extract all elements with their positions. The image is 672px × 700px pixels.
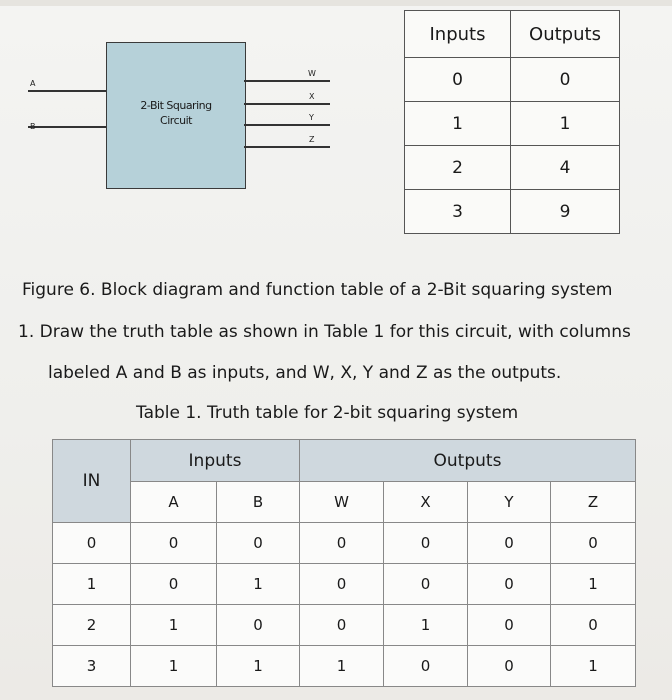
truth-table-col-x: X [384, 482, 468, 523]
output-wire-x [244, 103, 330, 105]
truth-table-col-a: A [131, 482, 217, 523]
truth-table-cell: 1 [131, 646, 217, 687]
function-table-cell: 0 [405, 58, 511, 102]
truth-table-cell: 0 [468, 564, 551, 605]
truth-table-cell: 2 [53, 605, 131, 646]
output-wire-y [244, 124, 330, 126]
function-table-cell: 0 [511, 58, 620, 102]
table-caption: Table 1. Truth table for 2-bit squaring system [136, 403, 519, 423]
truth-table-cell: 0 [468, 605, 551, 646]
truth-table-cell: 0 [131, 564, 217, 605]
truth-table-header-outputs: Outputs [300, 440, 636, 482]
question-line-1: 1. Draw the truth table as shown in Table 1 for this circuit, with columns [18, 322, 631, 342]
truth-table-col-y: Y [468, 482, 551, 523]
function-table [404, 10, 620, 234]
truth-table-cell: 0 [384, 564, 468, 605]
function-table-cell: 2 [405, 146, 511, 190]
function-table-row [405, 58, 620, 102]
truth-table-header-inputs: Inputs [131, 440, 300, 482]
function-table-cell: 4 [511, 146, 620, 190]
input-label-a: A [30, 79, 36, 88]
output-wire-z [244, 146, 330, 148]
truth-table-cell: 0 [300, 564, 384, 605]
output-wire-w [244, 80, 330, 82]
output-label-w: W [308, 69, 316, 78]
truth-table-col-z: Z [551, 482, 636, 523]
truth-table-cell: 0 [384, 523, 468, 564]
truth-table-cell: 0 [551, 605, 636, 646]
truth-table [52, 439, 636, 687]
truth-table-cell: 0 [468, 523, 551, 564]
function-table-row [405, 190, 620, 234]
input-wire-b [28, 126, 106, 128]
truth-table-row [53, 564, 636, 605]
input-wire-a [28, 90, 106, 92]
truth-table-cell: 1 [551, 564, 636, 605]
truth-table-row [53, 646, 636, 687]
function-table-row [405, 102, 620, 146]
truth-table-cell: 0 [300, 605, 384, 646]
truth-table-header-in: IN [53, 440, 131, 523]
truth-table-cell: 0 [217, 523, 300, 564]
output-label-y: Y [309, 113, 314, 122]
block-label-line1: 2-Bit Squaring [140, 99, 212, 112]
output-label-z: Z [309, 135, 315, 144]
truth-table-cell: 0 [384, 646, 468, 687]
truth-table-cell: 1 [300, 646, 384, 687]
truth-table-cell: 0 [300, 523, 384, 564]
function-table-cell: 3 [405, 190, 511, 234]
input-label-b: B [30, 122, 36, 131]
truth-table-cell: 1 [217, 646, 300, 687]
function-table-row [405, 146, 620, 190]
truth-table-cell: 1 [131, 605, 217, 646]
truth-table-cell: 1 [217, 564, 300, 605]
truth-table-col-w: W [300, 482, 384, 523]
figure-caption: Figure 6. Block diagram and function table of a 2-Bit squaring system [22, 280, 613, 300]
top-strip [0, 0, 672, 6]
function-table-cell: 1 [405, 102, 511, 146]
question-line-2: labeled A and B as inputs, and W, X, Y and Z as the outputs. [48, 363, 562, 383]
output-label-x: X [309, 92, 315, 101]
function-table-header-outputs: Outputs [511, 11, 620, 58]
truth-table-cell: 3 [53, 646, 131, 687]
block-label [126, 98, 226, 128]
truth-table-cell: 1 [53, 564, 131, 605]
truth-table-cell: 0 [131, 523, 217, 564]
function-table-cell: 1 [511, 102, 620, 146]
truth-table-cell: 1 [384, 605, 468, 646]
truth-table-cell: 1 [551, 646, 636, 687]
truth-table-col-b: B [217, 482, 300, 523]
function-table-cell: 9 [511, 190, 620, 234]
truth-table-cell: 0 [217, 605, 300, 646]
function-table-header-inputs: Inputs [405, 11, 511, 58]
truth-table-cell: 0 [551, 523, 636, 564]
truth-table-row [53, 605, 636, 646]
truth-table-cell: 0 [53, 523, 131, 564]
block-label-line2: Circuit [160, 114, 192, 127]
truth-table-cell: 0 [468, 646, 551, 687]
truth-table-row [53, 523, 636, 564]
